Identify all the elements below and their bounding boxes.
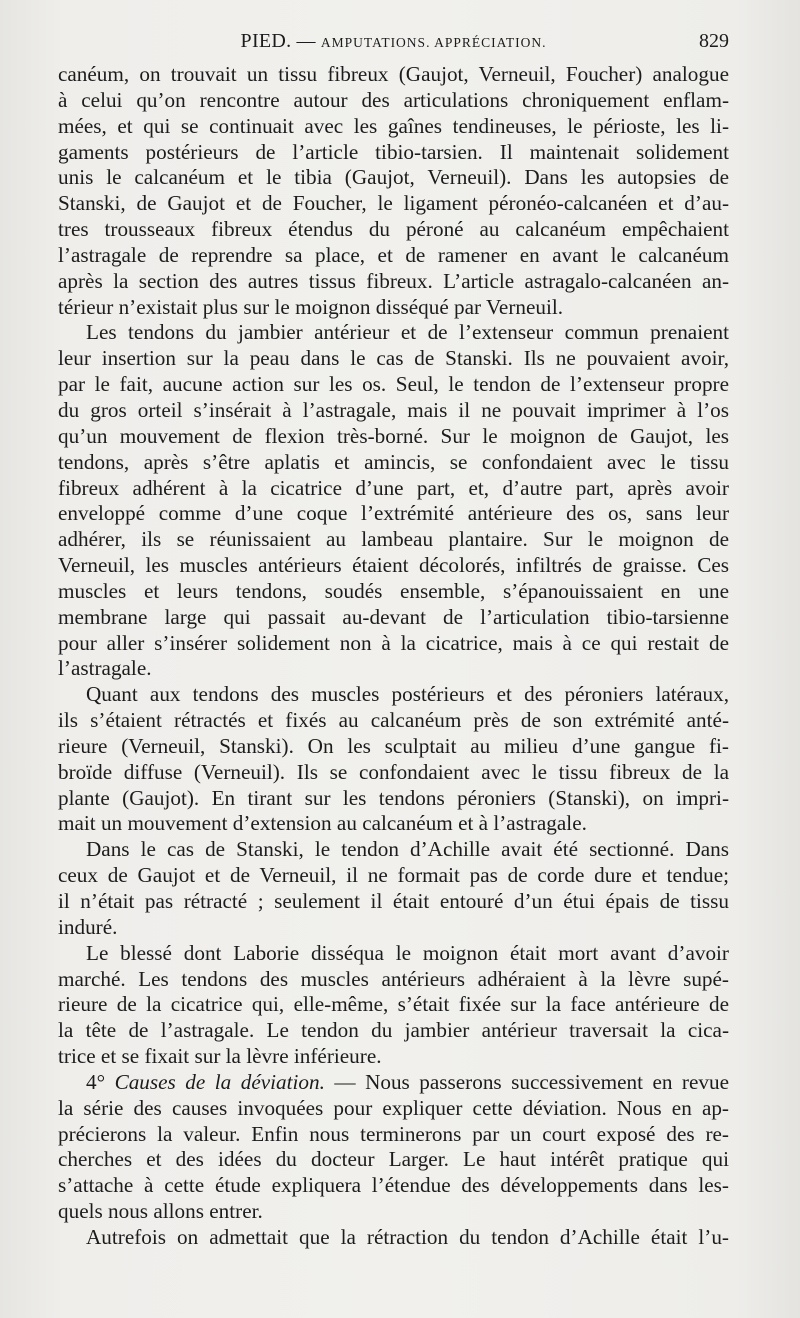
section-number: 4° [86, 1069, 106, 1094]
text-line: qu’un mouvement de flexion très-borné. Sur le moignon de Gaujot, les [58, 423, 729, 448]
page-number: 829 [699, 30, 729, 52]
text-line: quels nous allons entrer. [58, 1199, 263, 1224]
text-line: muscles et leurs tendons, soudés ensemble, s’épanouissaient en une [58, 578, 729, 603]
text-line: Verneuil, les muscles antérieurs étaient décolorés, infiltrés de graisse. Ces [58, 553, 729, 578]
running-title [58, 30, 729, 53]
text-line: la série des causes invoquées pour expliquer cette déviation. Nous en ap- [58, 1095, 729, 1120]
text-line: à celui qu’on rencontre autour des articulations chroniquement enflam- [58, 87, 729, 112]
text-line: marché. Les tendons des muscles antérieurs adhéraient à la lèvre supé- [58, 966, 729, 991]
text-line: l’astragale. [58, 656, 152, 681]
text-line: canéum, on trouvait un tissu fibreux (Gaujot, Verneuil, Foucher) analogue [58, 62, 729, 86]
text-line: la tête de l’astragale. Le tendon du jambier antérieur traversait la cica- [58, 1018, 729, 1043]
text-line: tres trousseaux fibreux étendus du péroné au calcanéum empêchaient [58, 217, 729, 242]
paragraph-start-line: Dans le cas de Stanski, le tendon d’Achille avait été sectionné. Dans [86, 837, 729, 862]
text-line: s’attache à cette étude expliquera l’étendue des développements dans les- [58, 1173, 729, 1198]
running-title-sub: AMPUTATIONS. APPRÉCIATION. [320, 35, 547, 50]
text-line: il n’était pas rétracté ; seulement il était entouré d’un étui épais de tissu [58, 889, 729, 913]
text-line: rieure (Verneuil, Stanski). On les sculptait au milieu d’une gangue fi- [58, 733, 729, 758]
text-line: térieur n’existait plus sur le moignon disséqué par Verneuil. [58, 294, 564, 319]
text-line: fibreux adhérent à la cicatrice d’une part, et, d’autre part, après avoir [58, 475, 729, 500]
text-line: broïde diffuse (Verneuil). Ils se confondaient avec le tissu fibreux de la [58, 759, 729, 784]
text-line: ceux de Gaujot et de Verneuil, il ne formait pas de corde dure et tendue; [58, 863, 729, 888]
text-line: membrane large qui passait au-devant de l’articulation tibio-tarsienne [58, 604, 729, 629]
body-text [58, 62, 729, 1251]
section-heading: Causes de la déviation. [114, 1069, 325, 1094]
paragraph-start-line: Autrefois on admettait que la rétraction du tendon d’Achille était l’u- [86, 1224, 729, 1249]
text-line: leur insertion sur la peau dans le cas de Stanski. Ils ne pouvaient avoir, [58, 346, 729, 371]
text-line: du gros orteil s’insérait à l’astragale, mais il ne pouvait imprimer à l’os [58, 397, 729, 422]
text-line: trice et se fixait sur la lèvre inférieure. [58, 1044, 382, 1069]
paragraph-start-line: Le blessé dont Laborie disséqua le moignon était mort avant d’avoir [86, 940, 729, 965]
text-line: rieure de la cicatrice qui, elle-même, s’était fixée sur la face antérieure de [58, 992, 729, 1017]
text-line: précierons la valeur. Enfin nous terminerons par un court exposé des re- [58, 1121, 729, 1146]
text-line: plante (Gaujot). En tirant sur les tendons péroniers (Stanski), on impri- [58, 785, 729, 810]
text-line: après la section des autres tissus fibreux. L’article astragalo-calcanéen an- [58, 268, 729, 293]
text-line: par le fait, aucune action sur les os. Seul, le tendon de l’extenseur propre [58, 372, 729, 397]
paragraph-start-line: Quant aux tendons des muscles postérieurs et des péroniers latéraux, [86, 682, 729, 707]
running-title-main: PIED. [240, 30, 292, 52]
text-line: Stanski, de Gaujot et de Foucher, le ligament péronéo-calcanéen et d’au- [58, 191, 729, 216]
text-line: ils s’étaient rétractés et fixés au calcanéum près de son extrémité anté- [58, 708, 729, 733]
running-title-dash: — [291, 31, 321, 52]
text-line: pour aller s’insérer solidement non à la cicatrice, mais à ce qui restait de [58, 630, 729, 655]
section-heading-rest: — Nous passerons successivement en revue [324, 1069, 729, 1094]
text-line: cherches et des idées du docteur Larger. Le haut intérêt pratique qui [58, 1147, 729, 1172]
text-line: gaments postérieurs de l’article tibio-tarsien. Il maintenait solidement [58, 139, 729, 164]
text-line: induré. [58, 914, 118, 939]
paragraph-start-line: Les tendons du jambier antérieur et de l’extenseur commun prenaient [86, 320, 729, 345]
text-line: adhérer, ils se réunissaient au lambeau plantaire. Sur le moignon de [58, 527, 729, 552]
text-line: enveloppé comme d’une coque l’extrémité antérieure des os, sans leur [58, 501, 729, 526]
text-line: l’astragale de reprendre sa place, et de ramener en avant le calcanéum [58, 242, 729, 267]
section-heading-line [58, 1070, 729, 1096]
text-line: mées, et qui se continuait avec les gaînes tendineuses, le périoste, les li- [58, 113, 729, 138]
text-line: tendons, après s’être aplatis et amincis, se confondaient avec le tissu [58, 449, 729, 474]
running-head [58, 30, 729, 58]
text-line: unis le calcanéum et le tibia (Gaujot, Verneuil). Dans les autopsies de [58, 165, 729, 190]
text-line: mait un mouvement d’extension au calcanéum et à l’astragale. [58, 811, 587, 836]
